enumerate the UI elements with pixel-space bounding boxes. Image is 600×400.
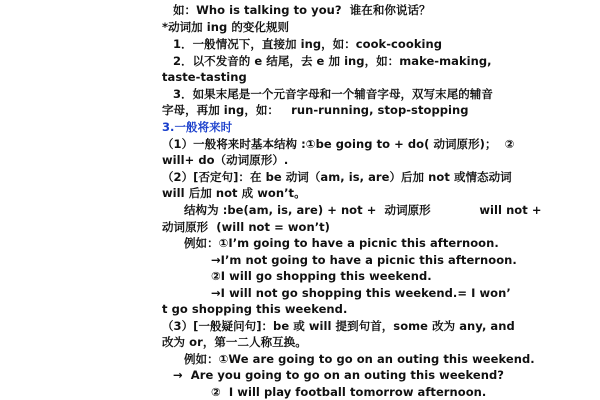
example-picnic: 例如：①I’m going to have a picnic this afternoon.: [184, 236, 499, 250]
question-rule: （3）[一般疑问句]：be 或 will 提到句首，some 改为 any, and: [162, 319, 515, 333]
example-outing-question: → Are you going to go on an outing this weekend?: [173, 368, 505, 382]
example-outing: 例如：①We are going to go on an outing this weekend.: [184, 352, 535, 366]
future-structure-1-cont: will+ do（动词原形）.: [162, 153, 289, 167]
section-heading-future-tense: 3.一般将来时: [162, 120, 233, 134]
negative-structure: 结构为 :be(am, is, are) + not + 动词原形 will not +: [184, 203, 542, 217]
ing-rule-3-cont: 字母，再加 ing，如： run-running, stop-stopping: [162, 103, 469, 117]
negative-rule-cont: will 后加 not 成 won’t。: [162, 186, 306, 200]
example-football: ② I will play football tomorrow afternoon.: [211, 385, 487, 399]
example-shopping: ②I will go shopping this weekend.: [211, 269, 432, 283]
example-picnic-negative: →I’m not going to have a picnic this afternoon.: [211, 253, 517, 267]
example-who-talking: 如：Who is talking to you? 谁在和你说话？: [173, 3, 431, 17]
question-rule-cont: 改为 or，第一二人称互换。: [162, 335, 307, 349]
example-shopping-negative: →I will not go shopping this weekend.= I won’: [211, 286, 511, 300]
example-shopping-negative-cont: t go shopping this weekend.: [162, 302, 348, 316]
ing-rule-2-cont: taste-tasting: [162, 70, 247, 84]
ing-rule-3: 3．如果末尾是一个元音字母和一个辅音字母，双写末尾的辅音: [173, 87, 493, 101]
ing-rule-1: 1．一般情况下，直接加 ing，如：cook-cooking: [173, 37, 443, 51]
future-structure-1: （1）一般将来时基本结构 :①be going to + do( 动词原形)； ②: [162, 137, 515, 151]
ing-rule-2: 2．以不发音的 e 结尾，去 e 加 ing，如：make-making,: [173, 54, 492, 68]
negative-rule: （2）[否定句]：在 be 动词（am, is, are）后加 not 或情态动词: [162, 170, 512, 184]
negative-structure-cont: 动词原形 (will not = won’t): [162, 220, 330, 234]
ing-rules-heading: *动词加 ing 的变化规则: [162, 20, 290, 34]
